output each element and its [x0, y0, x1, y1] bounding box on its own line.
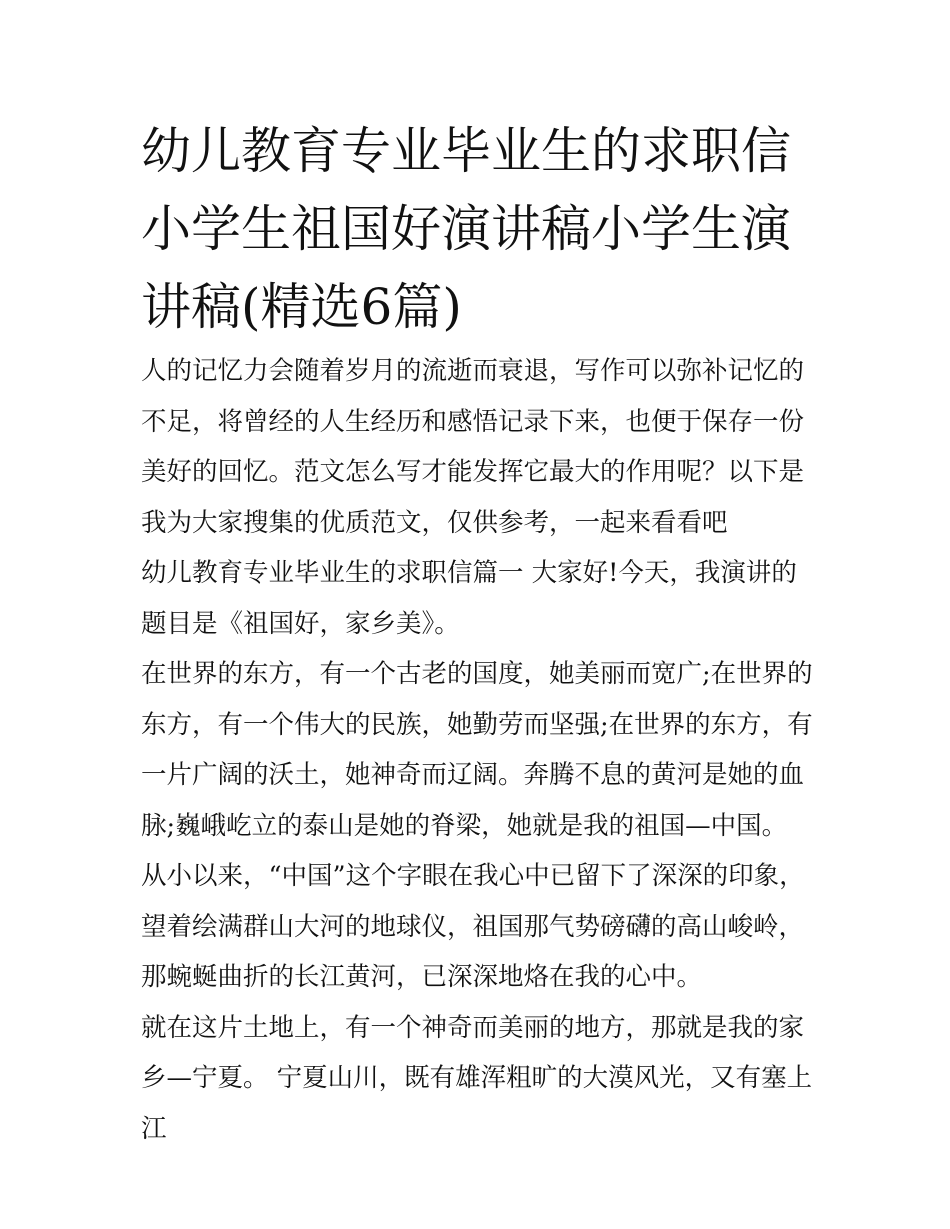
document-body	[141, 346, 817, 1154]
paragraph-hometown-ningxia: 就在这片土地上，有一个神奇而美丽的地方，那就是我的家乡—宁夏。 宁夏山川，既有雄浑粗旷的大漠风光，又有塞上江	[141, 1012, 813, 1144]
paragraph-speech-opening: 幼儿教育专业毕业生的求职信篇一 大家好!今天，我演讲的题目是《祖国好，家乡美》。	[141, 558, 797, 639]
paragraph-intro: 人的记忆力会随着岁月的流逝而衰退，写作可以弥补记忆的不足，将曾经的人生经历和感悟记录下来，也便于保存一份美好的回忆。范文怎么写才能发挥它最大的作用呢？以下是我为大家搜集的优质范文，仅供参考，一起来看看吧	[141, 356, 805, 538]
document-title: 幼儿教育专业毕业生的求职信小学生祖国好演讲稿小学生演讲稿(精选6篇)	[141, 122, 791, 336]
paragraph-east-motherland: 在世界的东方，有一个古老的国度，她美丽而宽广;在世界的东方，有一个伟大的民族，她勤劳而坚强;在世界的东方，有一片广阔的沃土，她神奇而辽阔。奔腾不息的黄河是她的血脉;巍峨屹立的泰山是她的脊梁，她就是我的祖国—中国。	[141, 659, 813, 841]
document-content	[141, 112, 817, 1154]
paragraph-childhood-impression: 从小以来，“中国”这个字眼在我心中已留下了深深的印象，望着绘满群山大河的地球仪，祖国那气势磅礴的高山峻岭，那蜿蜒曲折的长江黄河，已深深地烙在我的心中。	[141, 861, 805, 992]
